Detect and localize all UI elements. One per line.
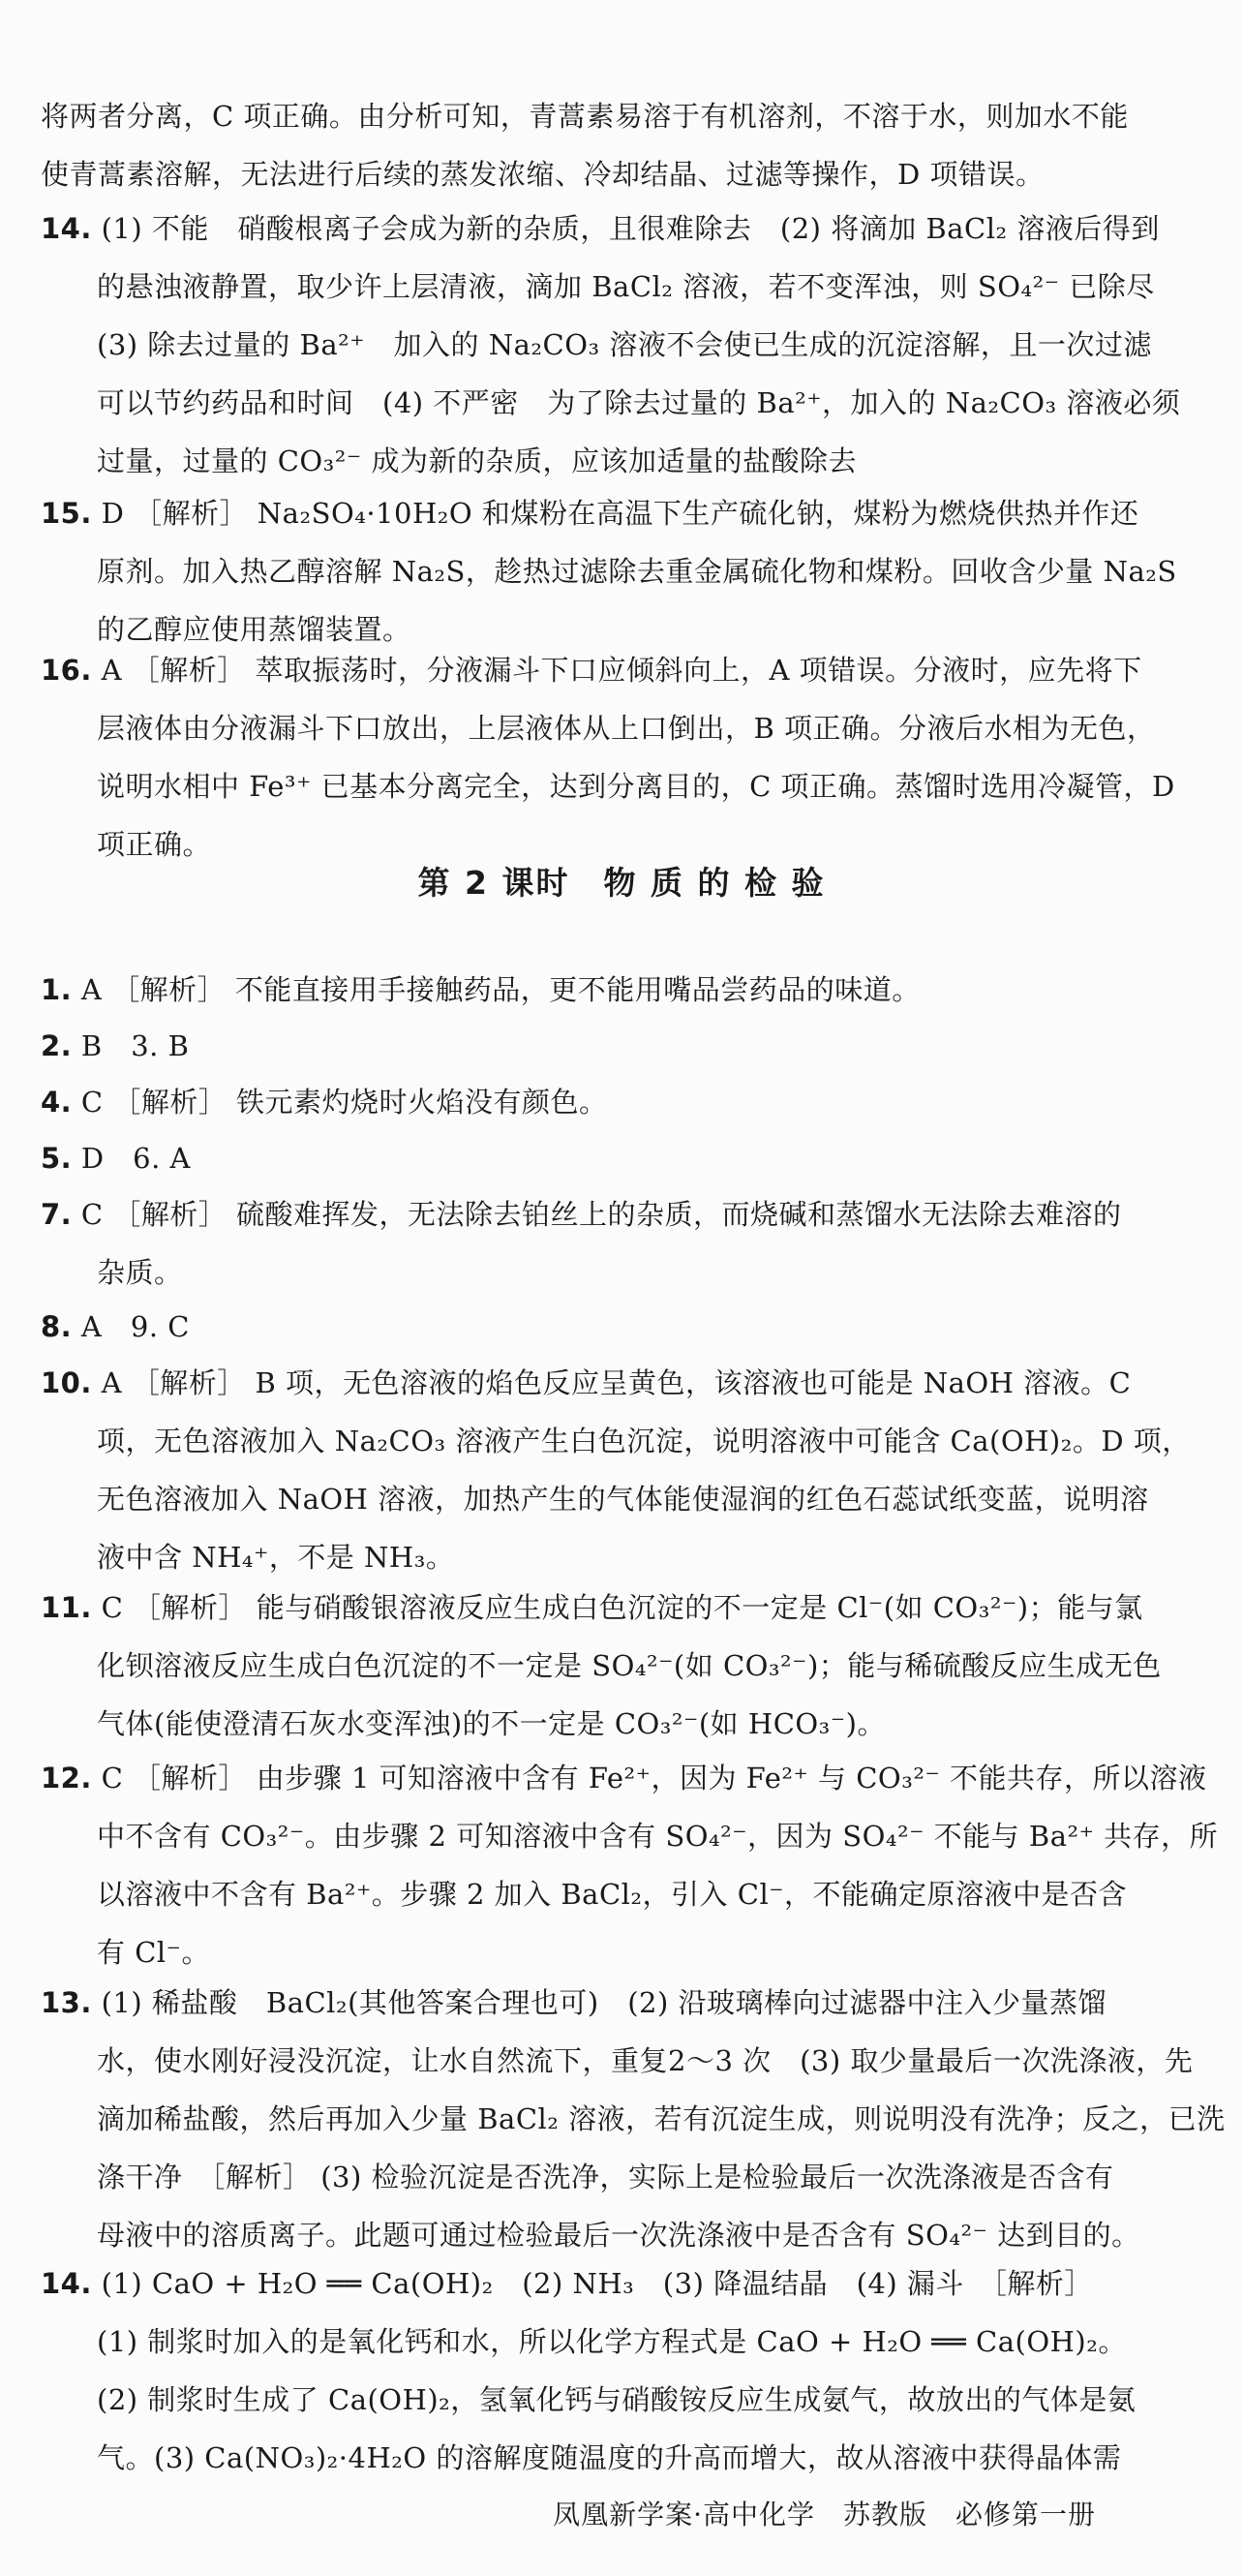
- answer-line: 液中含 NH₄⁺，不是 NH₃。: [97, 1541, 455, 1574]
- answer-line: 无色溶液加入 NaOH 溶液，加热产生的气体能使湿润的红色石蕊试纸变蓝，说明溶: [97, 1483, 1149, 1516]
- page-footer: 凤凰新学案·高中化学 苏教版 必修第一册: [553, 2499, 1096, 2530]
- item-number: 7.: [41, 1198, 73, 1231]
- answer-line: B 3. B: [80, 1029, 190, 1062]
- answer-1: [41, 961, 1106, 1019]
- answer-line: A ［解析］ 萃取振荡时，分液漏斗下口应倾斜向上，A 项错误。分液时，应先将下: [101, 654, 1142, 687]
- answer-line: 气。(3) Ca(NO₃)₂·4H₂O 的溶解度随温度的升高而增大，故从溶液中获得晶体需: [97, 2441, 1122, 2474]
- answer-line: (2) 制浆时生成了 Ca(OH)₂，氢氧化钙与硝酸铵反应生成氨气，故放出的气体是氨: [97, 2383, 1137, 2416]
- answer-line: C ［解析］ 由步骤 1 可知溶液中含有 Fe²⁺，因为 Fe²⁺ 与 CO₃²⁻ 不能共存，所以溶液: [101, 1762, 1207, 1794]
- answer-14b: [41, 2254, 1137, 2487]
- answer-2-3: [41, 1017, 1106, 1075]
- answer-line: 以溶液中不含有 Ba²⁺。步骤 2 加入 BaCl₂，引入 Cl⁻，不能确定原溶液中是否含: [97, 1878, 1128, 1911]
- answer-line: 水，使水刚好浸没沉淀，让水自然流下，重复2～3 次 (3) 取少量最后一次洗涤液，先: [97, 2044, 1194, 2077]
- answer-13: [41, 1974, 1226, 2264]
- answer-line: C ［解析］ 铁元素灼烧时火焰没有颜色。: [80, 1086, 608, 1119]
- continued-text: [41, 87, 1129, 203]
- item-number: 14.: [41, 2267, 92, 2300]
- answer-line: 说明水相中 Fe³⁺ 已基本分离完全，达到分离目的，C 项正确。蒸馏时选用冷凝管，D: [97, 770, 1175, 803]
- item-number: 14.: [41, 212, 92, 245]
- answer-line: D ［解析］ Na₂SO₄·10H₂O 和煤粉在高温下生产硫化钠，煤粉为燃烧供热并作还: [101, 497, 1139, 530]
- answer-line: 滴加稀盐酸，然后再加入少量 BaCl₂ 溶液，若有沉淀生成，则说明没有洗净；反之，已洗: [97, 2102, 1226, 2135]
- answer-line: 有 Cl⁻。: [97, 1936, 210, 1969]
- answer-line: 的悬浊液静置，取少许上层清液，滴加 BaCl₂ 溶液，若不变浑浊，则 SO₄²⁻ 已除尽: [97, 270, 1155, 303]
- answer-14a: [41, 199, 1181, 490]
- answer-line: 项正确。: [97, 828, 212, 861]
- answer-line: 原剂。加入热乙醇溶解 Na₂S，趁热过滤除去重金属硫化物和煤粉。回收含少量 Na₂S: [97, 555, 1177, 588]
- text-line: 将两者分离，C 项正确。由分析可知，青蒿素易溶于有机溶剂，不溶于水，则加水不能: [41, 100, 1129, 133]
- answer-line: 涤干净 ［解析］ (3) 检验沉淀是否洗净，实际上是检验最后一次洗涤液是否含有: [97, 2161, 1114, 2193]
- answer-line: 中不含有 CO₃²⁻。由步骤 2 可知溶液中含有 SO₄²⁻，因为 SO₄²⁻ 不能与 Ba²⁺ 共存，所: [97, 1820, 1219, 1853]
- answer-line: 项，无色溶液加入 Na₂CO₃ 溶液产生白色沉淀，说明溶液中可能含 Ca(OH)₂。D 项，: [97, 1425, 1191, 1457]
- text-line: 使青蒿素溶解，无法进行后续的蒸发浓缩、冷却结晶、过滤等操作，D 项错误。: [41, 158, 1045, 191]
- answer-line: 可以节约药品和时间 (4) 不严密 为了除去过量的 Ba²⁺，加入的 Na₂CO₃ 溶液必须: [97, 386, 1181, 419]
- answer-line: D 6. A: [80, 1142, 192, 1175]
- item-number: 8.: [41, 1310, 73, 1343]
- item-number: 11.: [41, 1591, 92, 1624]
- item-number: 10.: [41, 1366, 92, 1399]
- answer-15a: [41, 484, 1177, 659]
- answer-line: 的乙醇应使用蒸馏装置。: [97, 613, 411, 646]
- answer-line: 化钡溶液反应生成白色沉淀的不一定是 SO₄²⁻(如 CO₃²⁻)；能与稀硫酸反应生成无色: [97, 1649, 1162, 1682]
- answer-5-6: [41, 1129, 1106, 1187]
- answer-line: A ［解析］ B 项，无色溶液的焰色反应呈黄色，该溶液也可能是 NaOH 溶液。C: [101, 1366, 1132, 1399]
- answer-line: A 9. C: [80, 1310, 190, 1343]
- answer-16a: [41, 641, 1175, 874]
- item-number: 5.: [41, 1142, 73, 1175]
- answer-line: 过量，过量的 CO₃²⁻ 成为新的杂质，应该加适量的盐酸除去: [97, 445, 857, 477]
- answer-line: 气体(能使澄清石灰水变浑浊)的不一定是 CO₃²⁻(如 HCO₃⁻)。: [97, 1707, 886, 1740]
- answer-4: [41, 1073, 1106, 1131]
- section-title: 第 2 课时 物 质 的 检 验: [417, 864, 826, 902]
- item-number: 2.: [41, 1029, 73, 1062]
- answer-line: A ［解析］ 不能直接用手接触药品，更不能用嘴品尝药品的味道。: [80, 973, 921, 1006]
- item-number: 16.: [41, 654, 92, 687]
- item-number: 1.: [41, 973, 73, 1006]
- answer-line: (1) CaO + H₂O ══ Ca(OH)₂ (2) NH₃ (3) 降温结晶 (4) 漏斗 ［解析］: [101, 2267, 1093, 2300]
- answer-line: C ［解析］ 能与硝酸银溶液反应生成白色沉淀的不一定是 Cl⁻(如 CO₃²⁻)；能与氯: [101, 1591, 1143, 1624]
- answer-11: [41, 1579, 1162, 1753]
- answer-line: 杂质。: [97, 1256, 183, 1289]
- answer-10: [41, 1354, 1191, 1586]
- answer-7: [41, 1185, 1122, 1302]
- item-number: 4.: [41, 1086, 73, 1119]
- answer-line: (1) 不能 硝酸根离子会成为新的杂质，且很难除去 (2) 将滴加 BaCl₂ 溶液后得到: [101, 212, 1160, 245]
- item-number: 13.: [41, 1986, 92, 2019]
- answer-12: [41, 1749, 1219, 1981]
- answer-8-9: [41, 1298, 1106, 1356]
- item-number: 15.: [41, 497, 92, 530]
- answer-line: (1) 制浆时加入的是氧化钙和水，所以化学方程式是 CaO + H₂O ══ Ca(OH)₂。: [97, 2325, 1127, 2358]
- answer-line: (1) 稀盐酸 BaCl₂(其他答案合理也可) (2) 沿玻璃棒向过滤器中注入少量蒸馏: [101, 1986, 1107, 2019]
- answer-line: 母液中的溶质离子。此题可通过检验最后一次洗涤液中是否含有 SO₄²⁻ 达到目的。: [97, 2219, 1140, 2252]
- answer-line: 层液体由分液漏斗下口放出，上层液体从上口倒出，B 项正确。分液后水相为无色，: [97, 712, 1156, 745]
- answer-line: C ［解析］ 硫酸难挥发，无法除去铂丝上的杂质，而烧碱和蒸馏水无法除去难溶的: [80, 1198, 1122, 1231]
- answer-line: (3) 除去过量的 Ba²⁺ 加入的 Na₂CO₃ 溶液不会使已生成的沉淀溶解，且一次过滤: [97, 328, 1152, 361]
- item-number: 12.: [41, 1762, 92, 1794]
